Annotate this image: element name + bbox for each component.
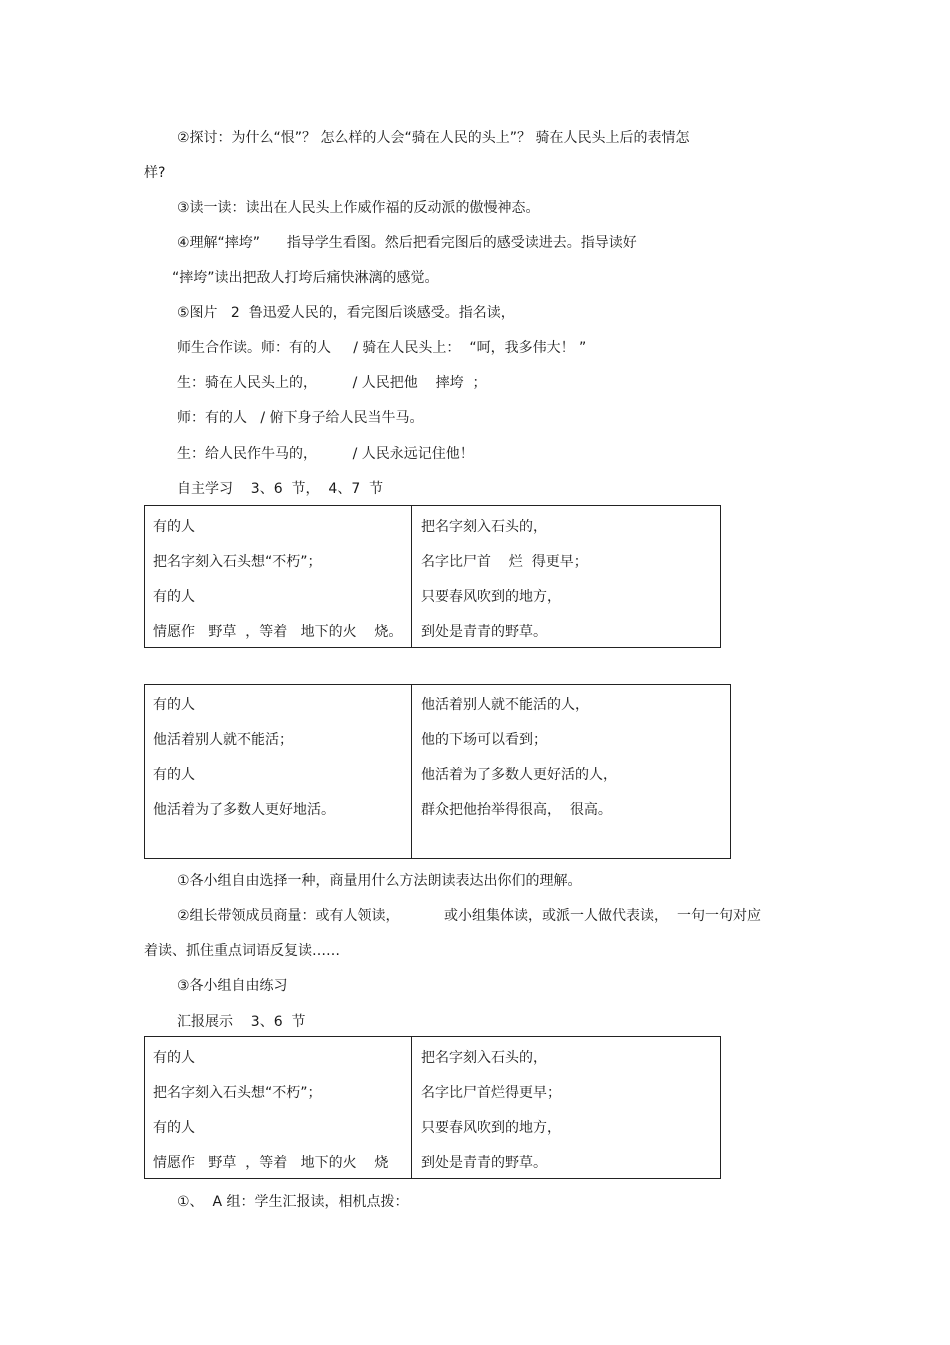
- table-cell: 有的人: [153, 519, 195, 535]
- table-cell: 到处是青青的野草。: [421, 1155, 547, 1171]
- table-divider: [411, 1037, 412, 1178]
- para-picture: ⑤图片 2 鲁迅爱人民的，看完图后谈感受。指名读，: [177, 305, 515, 321]
- para-dialogue-1: 师生合作读。师：有的人 / 骑在人民头上： “呵，我多伟大！ ”: [177, 340, 587, 356]
- table-cell: 他活着为了多数人更好地活。: [153, 802, 335, 818]
- table-cell: 到处是青青的野草。: [421, 624, 547, 640]
- table-cell: 他活着别人就不能活；: [153, 732, 293, 748]
- para-dialogue-3: 师：有的人 / 俯下身子给人民当牛马。: [177, 410, 424, 426]
- table-divider: [411, 685, 412, 858]
- para-group-practice: ③各小组自由练习: [177, 978, 288, 994]
- table-cell: 有的人: [153, 767, 195, 783]
- table-cell: 名字比尸首烂得更早；: [421, 1085, 561, 1101]
- table-divider: [411, 506, 412, 647]
- table-cell: 只要春风吹到的地方，: [421, 589, 561, 605]
- poem-table-2: [144, 684, 731, 859]
- poem-table-1: [144, 505, 721, 648]
- para-group-leader: ②组长带领成员商量：或有人领读， 或小组集体读，或派一人做代表读， 一句一句对应: [177, 908, 761, 924]
- table-cell: 有的人: [153, 1120, 195, 1136]
- table-cell: 有的人: [153, 697, 195, 713]
- table-cell: 情愿作 野草 ，等着 地下的火 烧。: [153, 624, 403, 640]
- table-cell: 有的人: [153, 589, 195, 605]
- para-group-choose: ①各小组自由选择一种，商量用什么方法朗读表达出你们的理解。: [177, 873, 582, 889]
- para-group-a-report: ①、 A 组：学生汇报读，相机点拨：: [177, 1194, 409, 1210]
- para-dialogue-2: 生：骑在人民头上的， / 人民把他 摔垮 ；: [177, 375, 487, 391]
- para-understand-cont: “摔垮”读出把敌人打垮后痛快淋漓的感觉。: [172, 270, 439, 286]
- para-discuss: ②探讨：为什么“恨”？ 怎么样的人会“骑在人民的头上”？ 骑在人民头上后的表情怎: [177, 130, 690, 146]
- table-cell: 把名字刻入石头想“不朽”；: [153, 554, 322, 570]
- table-cell: 把名字刻入石头的，: [421, 1050, 547, 1066]
- table-cell: 有的人: [153, 1050, 195, 1066]
- para-read: ③读一读：读出在人民头上作威作福的反动派的傲慢神态。: [177, 200, 540, 216]
- table-cell: 名字比尸首 烂 得更早；: [421, 554, 588, 570]
- para-understand: ④理解“摔垮” 指导学生看图。然后把看完图后的感受读进去。指导读好: [177, 235, 637, 251]
- table-cell: 只要春风吹到的地方，: [421, 1120, 561, 1136]
- para-group-leader-cont: 着读、抓住重点词语反复读……: [144, 943, 340, 959]
- table-cell: 他的下场可以看到；: [421, 732, 547, 748]
- table-cell: 把名字刻入石头的，: [421, 519, 547, 535]
- table-cell: 他活着为了多数人更好活的人，: [421, 767, 617, 783]
- section-report: 汇报展示 3、6 节: [177, 1014, 306, 1030]
- table-cell: 情愿作 野草 ，等着 地下的火 烧: [153, 1155, 389, 1171]
- para-dialogue-4: 生：给人民作牛马的， / 人民永远记住他！: [177, 446, 474, 462]
- para-discuss-cont: 样?: [144, 165, 166, 181]
- table-cell: 群众把他抬举得很高， 很高。: [421, 802, 612, 818]
- table-cell: 把名字刻入石头想“不朽”；: [153, 1085, 322, 1101]
- section-self-study: 自主学习 3、6 节， 4、7 节: [177, 481, 384, 497]
- table-cell: 他活着别人就不能活的人，: [421, 697, 589, 713]
- poem-table-3: [144, 1036, 721, 1179]
